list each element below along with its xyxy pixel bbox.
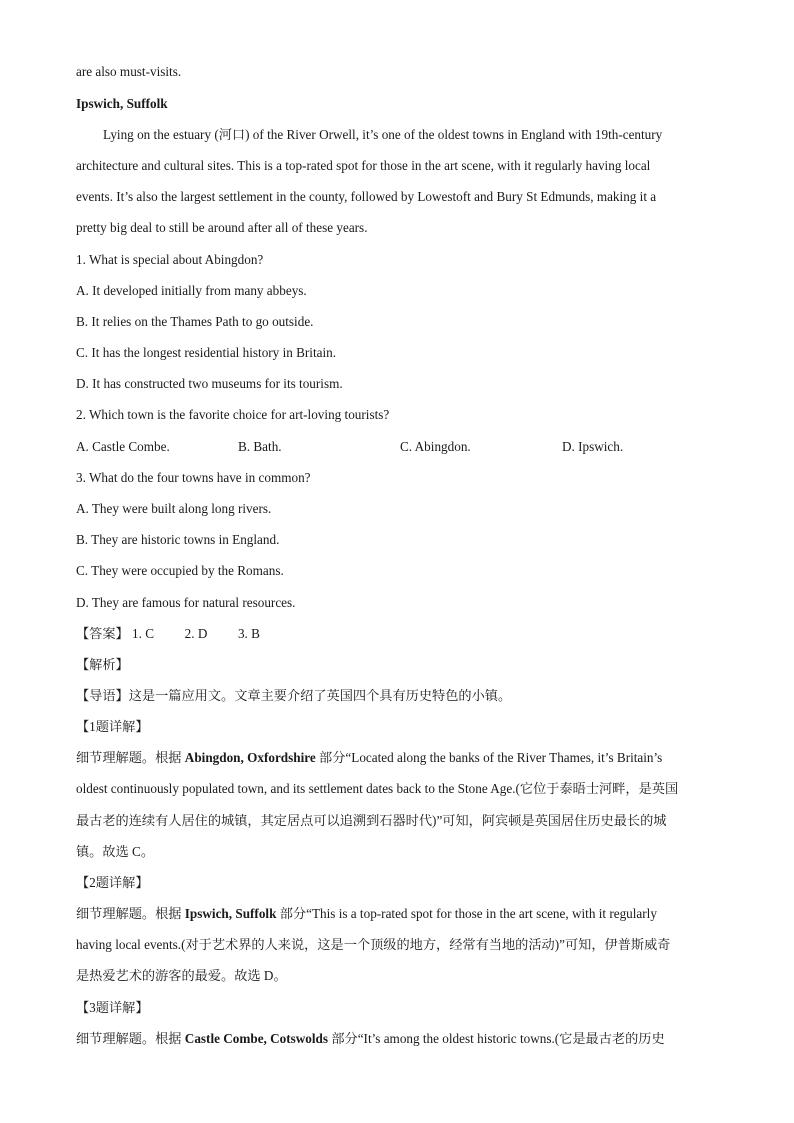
question-2-option-c: C. Abingdon.: [400, 439, 471, 454]
passage-line: Lying on the estuary (河口) of the River Orwell, it’s one of the oldest towns in England with 19th-century: [103, 127, 663, 142]
detail-prefix: 细节理解题。根据: [76, 1031, 182, 1046]
question-1-option-d: D. It has constructed two museums for its tourism.: [76, 376, 343, 391]
answer-item: 3. B: [237, 626, 260, 641]
question-1-option-a: A. It developed initially from many abbeys.: [76, 283, 307, 298]
detail-prefix: 细节理解题。根据: [76, 750, 182, 765]
question-3-stem: 3. What do the four towns have in common?: [76, 470, 311, 485]
passage-line: pretty big deal to still be around after all of these years.: [76, 220, 368, 235]
question-2-stem: 2. Which town is the favorite choice for art-loving tourists?: [76, 407, 390, 422]
question-3-option-b: B. They are historic towns in England.: [76, 532, 280, 547]
detail-2-line: having local events.(对于艺术界的人来说，这是一个顶级的地方，经常有当地的活动)”可知，伊普斯威奇: [76, 937, 671, 952]
question-1-stem: 1. What is special about Abingdon?: [76, 252, 264, 267]
detail-1-line: oldest continuously populated town, and its settlement dates back to the Stone Age.(它位于泰晤士河畔，是英国: [76, 781, 679, 796]
detail-3-line: [76, 1030, 665, 1048]
detail-1-label: 【1题详解】: [76, 719, 149, 734]
passage-tail-line: are also must-visits.: [76, 64, 182, 79]
question-2-option-d: D. Ipswich.: [562, 439, 624, 454]
question-2-option-b: B. Bath.: [238, 439, 282, 454]
answer-line: [76, 625, 260, 643]
detail-1-line: 镇。故选 C。: [76, 844, 155, 859]
answer-label: 【答案】: [76, 626, 129, 641]
detail-2-label: 【2题详解】: [76, 875, 149, 890]
detail-section-name: Ipswich, Suffolk: [184, 906, 277, 921]
analysis-label: 【解析】: [76, 657, 129, 672]
detail-section-name: Castle Combe, Cotswolds: [184, 1031, 329, 1046]
question-3-option-a: A. They were built along long rivers.: [76, 501, 272, 516]
guide-line: [76, 687, 511, 705]
answer-item: 2. D: [184, 626, 208, 641]
detail-prefix: 细节理解题。根据: [76, 906, 182, 921]
question-3-option-d: D. They are famous for natural resources.: [76, 595, 296, 610]
question-1-option-b: B. It relies on the Thames Path to go outside.: [76, 314, 314, 329]
guide-label: 【导语】: [76, 688, 129, 703]
answer-item: 1. C: [132, 626, 155, 641]
question-2-option-a: A. Castle Combe.: [76, 439, 170, 454]
detail-2-line: 是热爱艺术的游客的最爱。故选 D。: [76, 968, 287, 983]
detail-section-name: Abingdon, Oxfordshire: [184, 750, 316, 765]
detail-3-label: 【3题详解】: [76, 1000, 149, 1015]
section-heading-ipswich: Ipswich, Suffolk: [76, 96, 168, 111]
detail-quote: 部分“Located along the banks of the River Thames, it’s Britain’s: [319, 750, 663, 765]
detail-2-line: [76, 905, 657, 923]
detail-1-line: 最古老的连续有人居住的城镇，其定居点可以追溯到石器时代)”可知，阿宾顿是英国居住历史最长的城: [76, 813, 667, 828]
detail-1-line: [76, 749, 662, 767]
detail-quote: 部分“It’s among the oldest historic towns.(它是最古老的历史: [331, 1031, 665, 1046]
detail-quote: 部分“This is a top-rated spot for those in the art scene, with it regularly: [279, 906, 657, 921]
passage-line: architecture and cultural sites. This is a top-rated spot for those in the art scene, with it regularly having local: [76, 158, 651, 173]
passage-line: events. It’s also the largest settlement in the county, followed by Lowestoft and Bury St Edmunds, making it a: [76, 189, 657, 204]
question-3-option-c: C. They were occupied by the Romans.: [76, 563, 284, 578]
question-1-option-c: C. It has the longest residential history in Britain.: [76, 345, 337, 360]
guide-text: 这是一篇应用文。文章主要介绍了英国四个具有历史特色的小镇。: [128, 688, 512, 703]
